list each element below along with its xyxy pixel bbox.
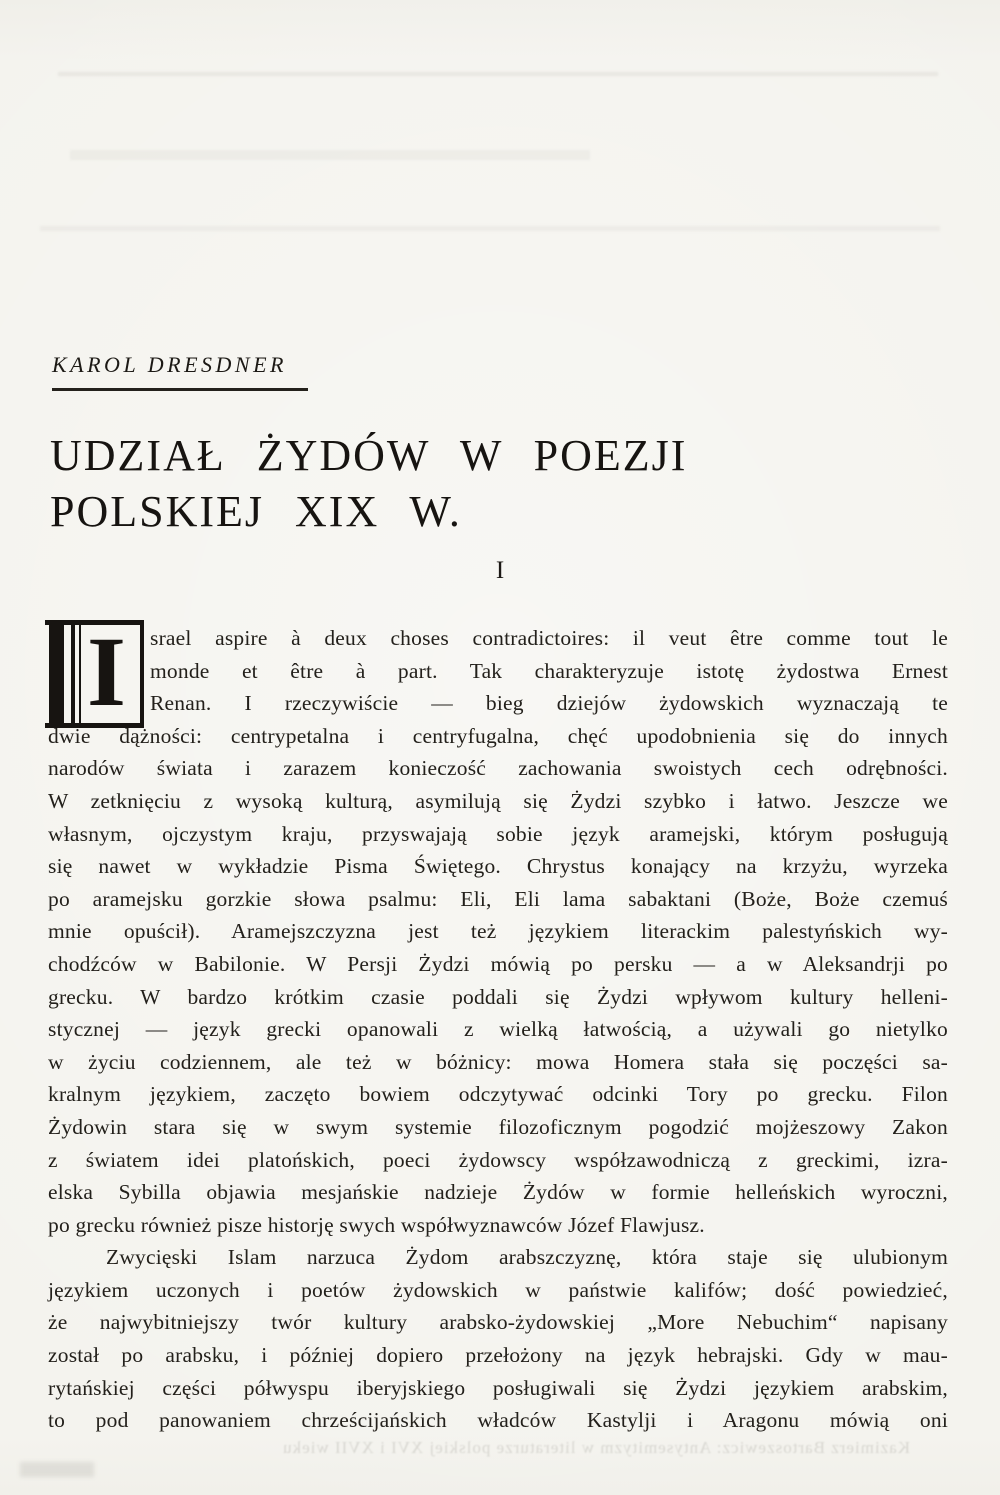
dropcap-initial: I [87,616,127,727]
text-line: własnym, ojczystym kraju, przyswajają sobie język aramejski, którym posługują [48,821,948,846]
dropcap-frame-bar [49,625,64,723]
scan-streak [40,226,940,231]
text-line: po grecku również pisze historję swych współwyznawców Józef Flawjusz. [48,1212,705,1237]
text-line: Żydowin stara się w swym systemie filozoficznym pogodzić mojżeszowy Zakon [48,1114,948,1139]
body-text [48,616,948,1437]
bleedthrough-smudge [20,1462,94,1477]
text-line: chodźców w Babilonie. W Persji Żydzi mówią po persku — a w Aleksandrji po [48,951,948,976]
text-line: stycznej — język grecki opanowali z wielką łatwością, a używali go nietylko [48,1017,948,1042]
text-line: mnie opuścił). Aramejszczyzna jest też językiem literackim palestyńskich wy- [48,919,948,944]
text-line: Zwycięski Islam narzuca Żydom arabszczyznę, która staje się ulubionym [106,1245,948,1270]
text-line: rytańskiej części półwyspu iberyjskiego posługiwali się Żydzi językiem arabskim, [48,1375,948,1400]
section-number: I [495,557,505,584]
text-line: po aramejsku gorzkie słowa psalmu: Eli, Eli lama sabaktani (Boże, Boże czemuś [48,886,948,911]
bleedthrough-footnote: Kazimierz Bartoszewicz: Antysemityzm w literaturze polskiej XVI i XVII wieku [282,1438,910,1457]
scan-streak [70,150,590,160]
text-line: w życiu codziennem, ale też w bóżnicy: mowa Homera stała się poczęści sa- [48,1049,948,1074]
dropcap-frame-bar [79,625,81,723]
title-line-1: UDZIAŁ ŻYDÓW W POEZJI [50,431,688,480]
text-line: się nawet w wykładzie Pisma Świętego. Chrystus konający na krzyżu, wyrzeka [48,854,948,879]
text-line: z światem idei platońskich, poeci żydowscy współzawodniczą z greckimi, izra- [48,1147,948,1172]
text-line: monde et être à part. Tak charakteryzuje istotę żydostwa Ernest [150,658,948,683]
text-line: grecku. W bardzo krótkim czasie poddali się Żydzi wpływom kultury helleni- [48,984,948,1009]
text-line: dwie dążności: centrypetalna i centryfugalna, chęć upodobnienia się do innych [48,723,948,748]
dropcap-ornament [45,616,144,728]
text-line: elska Sybilla objawia mesjańskie nadzieje Żydów w formie helleńskich wyroczni, [48,1180,948,1205]
text-line: że najwybitniejszy twór kultury arabsko-żydowskiej „More Nebuchim“ napisany [48,1310,948,1335]
text-line: językiem uczonych i poetów żydowskich w państwie kalifów; dość powiedzieć, [48,1277,948,1302]
article-title [50,428,687,540]
text-line: Renan. I rzeczywiście — bieg dziejów żydowskich wyznaczają te [150,691,948,716]
text-line: kralnym językiem, zaczęto bowiem odczytywać odcinki Tory po grecku. Filon [48,1082,948,1107]
text-line: srael aspire à deux choses contradictoires: il veut être comme tout le [150,626,948,650]
dropcap-frame-bar [71,625,75,723]
text-line: to pod panowaniem chrześcijańskich władców Kastylji i Aragonu mówią oni [48,1408,948,1433]
text-line: narodów świata i zarazem konieczość zachowania swoistych cech odrębności. [48,756,948,781]
text-line: został po arabsku, i później dopiero przełożony na język hebrajski. Gdy w mau- [48,1343,948,1368]
text-line: W zetknięciu z wysoką kulturą, asymilują się Żydzi szybko i łatwo. Jeszcze we [48,788,948,813]
title-line-2: POLSKIEJ XIX W. [50,487,462,536]
author-rule [52,352,308,391]
author-name: KAROL DRESDNER [52,352,287,377]
scan-streak [58,72,938,76]
